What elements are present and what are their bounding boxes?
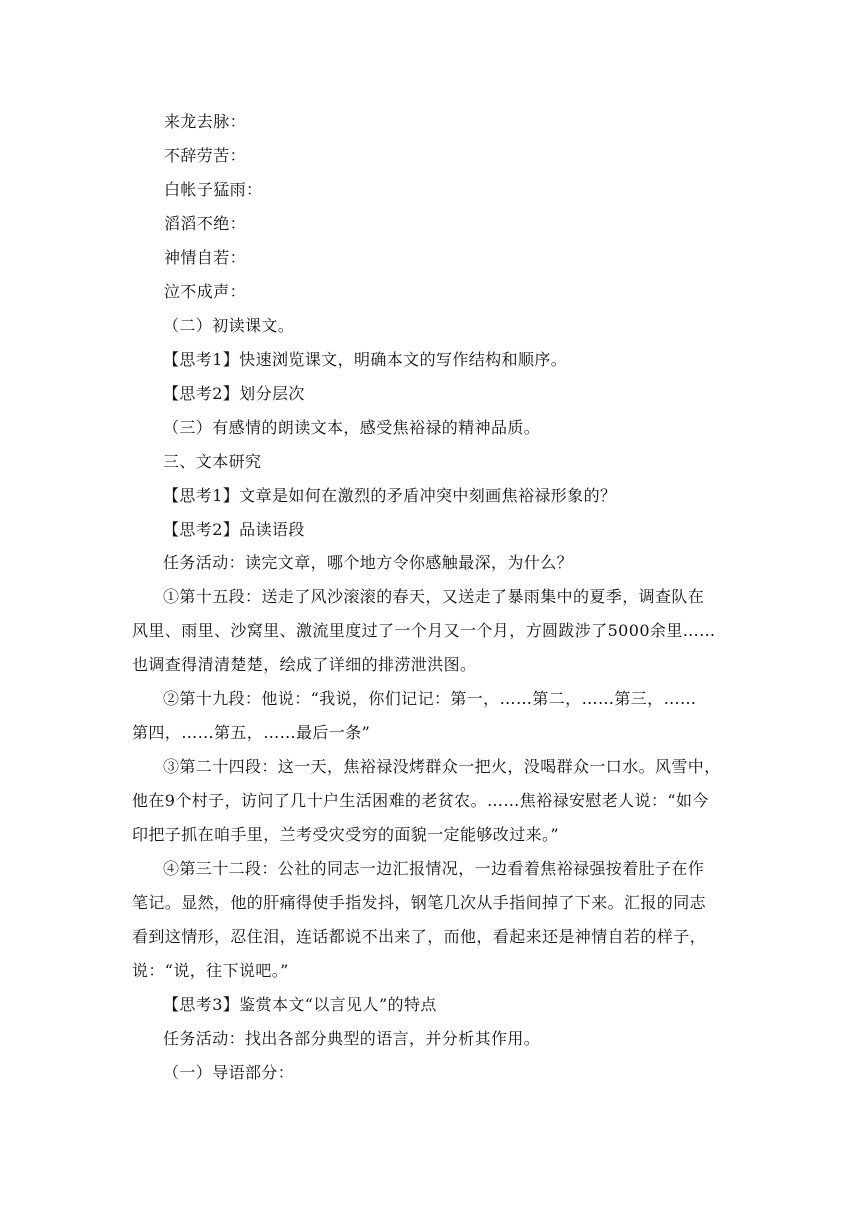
question-paragraph: 【思考2】划分层次 (163, 384, 305, 403)
excerpt-line: 印把子抓在咱手里，兰考受灾受穷的面貌一定能够改过来。” (132, 825, 559, 844)
vocab-item: 滔滔不绝： (164, 214, 247, 233)
excerpt-line: ④第三十二段：公社的同志一边汇报情况，一边看着焦裕禄强按着肚子在作 (163, 859, 705, 878)
question-paragraph: 【思考1】文章是如何在激烈的矛盾冲突中刻画焦裕禄形象的？ (163, 486, 617, 505)
excerpt-line: 看到这情形，忍住泪，连话都说不出来了，而他，看起来还是神情自若的样子， (132, 927, 707, 946)
excerpt-line: ③第二十四段：这一天，焦裕禄没烤群众一把火，没喝群众一口水。风雪中， (163, 757, 721, 776)
excerpt-line: 他在9个村子，访问了几十户生活困难的老贫农。……焦裕禄安慰老人说：“如今 (132, 791, 709, 810)
vocab-item: 白帐子猛雨： (164, 180, 263, 199)
vocab-item: 神情自若： (164, 248, 247, 267)
section-heading: （二）初读课文。 (163, 316, 295, 335)
vocab-item: 不辞劳苦： (164, 146, 247, 165)
excerpt-line: ①第十五段：送走了风沙滚滚的春天，又送走了暴雨集中的夏季，调查队在 (163, 587, 705, 606)
excerpt-line: 笔记。显然，他的肝痛得使手指发抖，钢笔几次从手指间掉了下来。汇报的同志 (132, 893, 707, 912)
excerpt-line: 说：“说，往下说吧。” (132, 961, 289, 980)
question-paragraph: 【思考3】鉴赏本文“以言见人”的特点 (163, 995, 437, 1014)
task-paragraph: 任务活动：找出各部分典型的语言，并分析其作用。 (163, 1029, 541, 1048)
task-paragraph: 任务活动：读完文章，哪个地方令你感触最深，为什么？ (163, 553, 574, 572)
section-heading: （一）导语部分： (163, 1063, 295, 1082)
vocab-item: 来龙去脉： (164, 112, 247, 131)
excerpt-line: 第四，……第五，……最后一条” (132, 723, 371, 742)
vocab-item: 泣不成声： (164, 282, 247, 301)
excerpt-line: ②第十九段：他说：“我说，你们记记：第一，……第二，……第三，…… (163, 689, 697, 708)
question-paragraph: 【思考2】品读语段 (163, 520, 305, 539)
excerpt-line: 风里、雨里、沙窝里、激流里度过了一个月又一个月，方圆跋涉了5000余里…… (132, 621, 716, 640)
section-heading: （三）有感情的朗读文本，感受焦裕禄的精神品质。 (163, 418, 541, 437)
question-paragraph: 【思考1】快速浏览课文，明确本文的写作结构和顺序。 (163, 350, 568, 369)
excerpt-line: 也调查得清清楚楚，绘成了详细的排涝泄洪图。 (132, 655, 477, 674)
section-heading: 三、文本研究 (163, 452, 262, 471)
